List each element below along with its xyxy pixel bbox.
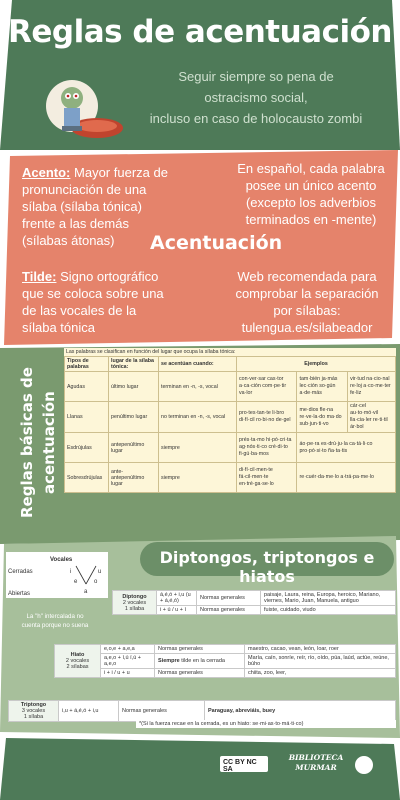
table-row <box>65 463 396 493</box>
cuando-cell: no terminan en -n, -s, vocal <box>159 402 237 433</box>
tipo-cell: Sobresdrújulas <box>65 463 109 493</box>
h-intercalada-note: La "h" intercalada no cuenta porque no suena <box>21 613 89 629</box>
table-row <box>65 372 396 402</box>
hiato-label-cell: Hiato 2 vocales 2 sílabas <box>55 645 101 678</box>
ejemplo-cell: con·ver·sar cas·tor a·ca·ción com·pe·tir va·lor <box>237 372 297 402</box>
espanol-note: En español, cada palabra posee un único acento (excepto los adverbios terminados en -mente) <box>237 161 385 227</box>
cuando-cell: siempre <box>159 433 237 463</box>
ejemplo-cell: vir·tud na·cio·nal re·loj a·co·me·ter fe·liz <box>348 372 396 402</box>
svg-text:i: i <box>70 569 72 575</box>
header-lugar: lugar de la sílaba tónica: <box>109 357 159 372</box>
diptongo-label-cell: Diptongo 2 vocales 1 sílaba <box>113 591 157 615</box>
ejemplo-cell: áo·pe·ra es·drú·ju·la ca·tá·li·co pro·pó·si·to ña·ta·tis <box>297 433 396 463</box>
ejemplo-cell: di·fí·cil·men·te fá·cil·men·te en·tré·ga·se·lo <box>237 463 297 493</box>
cc-license-icon: CC BY NC SA <box>223 759 257 773</box>
svg-text:Reglas básicas de: Reglas básicas de <box>18 367 36 518</box>
header-ejemplos: Ejemplos <box>237 357 396 372</box>
svg-text:Abiertas: Abiertas <box>8 591 31 597</box>
table-row <box>65 402 396 433</box>
page-subtitle: Seguir siempre so pena de ostracismo social, incluso en caso de holocausto zombi <box>149 69 363 126</box>
table-header-row <box>65 357 396 372</box>
svg-text:o: o <box>94 579 98 585</box>
table-row <box>65 433 396 463</box>
examples-cell: maestro, cacao, vean, león, loar, roer <box>245 645 396 654</box>
diptongo-table <box>112 590 396 615</box>
tilde-definition: Tilde: Signo ortográfico que se coloca sobre una de las vocales de la sílaba tónica <box>22 269 164 335</box>
table-row <box>55 645 396 654</box>
acentuacion-title: Acentuación <box>150 232 283 254</box>
lugar-cell: antepenúltimo lugar <box>109 433 159 463</box>
reglas-table <box>64 356 396 493</box>
reglas-title <box>10 354 66 524</box>
combination-cell: á,é,ó + i,u (u + á,é,ó) <box>157 591 197 606</box>
rule-cell: Normas generales <box>119 701 205 722</box>
examples-cell: chiita, zoo, leer, <box>245 669 396 678</box>
svg-text:e: e <box>74 579 78 585</box>
library-logo-icon <box>355 756 373 774</box>
triptongo-label-cell: Triptongo 3 vocales 1 sílaba <box>9 701 59 722</box>
library-name: BIBLIOTECA MURMAR <box>288 753 344 772</box>
rule-cell: Normas generales <box>197 591 261 606</box>
tipo-cell: Llanas <box>65 402 109 433</box>
zombie-mascot-icon <box>42 76 124 146</box>
table-row <box>55 654 396 669</box>
reglas-table-panel <box>64 348 396 493</box>
ejemplo-cell: tam·bién ja·más lec·ción so·gún a·de·más <box>297 372 348 402</box>
acento-definition: Acento: Mayor fuerza de pronunciación de una sílaba (sílaba tónica) frente a las demás (sílabas átonas) <box>22 165 168 248</box>
lugar-cell: penúltimo lugar <box>109 402 159 433</box>
ejemplo-cell: re·cuér·da·me·lo a·trá·pa·me·lo <box>297 463 396 493</box>
svg-text:acentuación: acentuación <box>40 391 58 494</box>
header-tipos: Tipos de palabras <box>65 357 109 372</box>
ejemplo-cell: me·dios fle·na re·ve·la·do ma·do sub·jun·ti·vo <box>297 402 348 433</box>
table-row <box>113 591 396 606</box>
triptongo-table <box>8 700 396 722</box>
examples-cell: Paraguay, abreviáis, buey <box>205 701 396 722</box>
svg-text:u: u <box>98 569 102 575</box>
table-row <box>55 669 396 678</box>
examples-cell: fuiste, cuidado, viudo <box>261 606 396 615</box>
vocales-triangle-icon <box>6 552 108 598</box>
rule-cell: Normas generales <box>155 645 245 654</box>
svg-text:Cerradas: Cerradas <box>8 569 33 575</box>
cuando-cell: terminan en -n, -s, vocal <box>159 372 237 402</box>
combination-cell: e,o,e + a,e,a <box>101 645 155 654</box>
examples-cell: paisaje, Laura, reina, Europa, heroico, Mariano, viernes, Mario, Juan, Manuela, antiguo <box>261 591 396 606</box>
reglas-caption: Las palabras se clasifican en función del lugar que ocupa la sílaba tónica: <box>64 348 396 356</box>
tipo-cell: Esdrújulas <box>65 433 109 463</box>
ejemplo-cell: prés·ta·mo hi·pó·cri·ta ag·nós·ti·co cré·di·to fi·gú·ba·mos <box>237 433 297 463</box>
ejemplo-cell: pro·tes·tan·te li·bro di·fí·cil ro·bi·no de·gel <box>237 402 297 433</box>
lugar-cell: último lugar <box>109 372 159 402</box>
header-cuando: se acentúan cuando: <box>159 357 237 372</box>
combination-cell: a,e,o + í,ú í,ú + a,e,o <box>101 654 155 669</box>
web-recommendation: Web recomendada para comprobar la separación por sílabas: tulengua.es/silabeador <box>235 269 379 335</box>
cuando-cell: siempre <box>159 463 237 493</box>
hiato-table <box>54 644 396 678</box>
rule-cell: Normas generales <box>197 606 261 615</box>
triptongo-note: *(Si la fuerza recae en la cerrada, es un hiato: se·mi·as·to·má·ti·co) <box>136 720 396 728</box>
tipo-cell: Agudas <box>65 372 109 402</box>
svg-text:Vocales: Vocales <box>50 557 73 563</box>
examples-cell: María, caín, sonríe, reír, río, oído, púa, laúd, actúe, reúne, búho <box>245 654 396 669</box>
lugar-cell: ante-antepenúltimo lugar <box>109 463 159 493</box>
svg-text:a: a <box>84 589 88 595</box>
table-row <box>9 701 396 722</box>
combination-cell: i + i / u + u <box>101 669 155 678</box>
combination-cell: i + ú / u + í <box>157 606 197 615</box>
vocales-diagram <box>6 552 108 598</box>
rule-cell: Normas generales <box>155 669 245 678</box>
ejemplo-cell: cár·cel au·to·mó·vil lla·cia·ler re·ti·til ár·bol <box>348 402 396 433</box>
diptongos-title: Diptongos, triptongos e hiatos <box>159 548 375 586</box>
combination-cell: i,u + á,é,ó + i,u <box>59 701 119 722</box>
page-title: Reglas de acentuación <box>8 14 392 50</box>
rule-cell: Siempre tilde en la cerrada <box>155 654 245 669</box>
